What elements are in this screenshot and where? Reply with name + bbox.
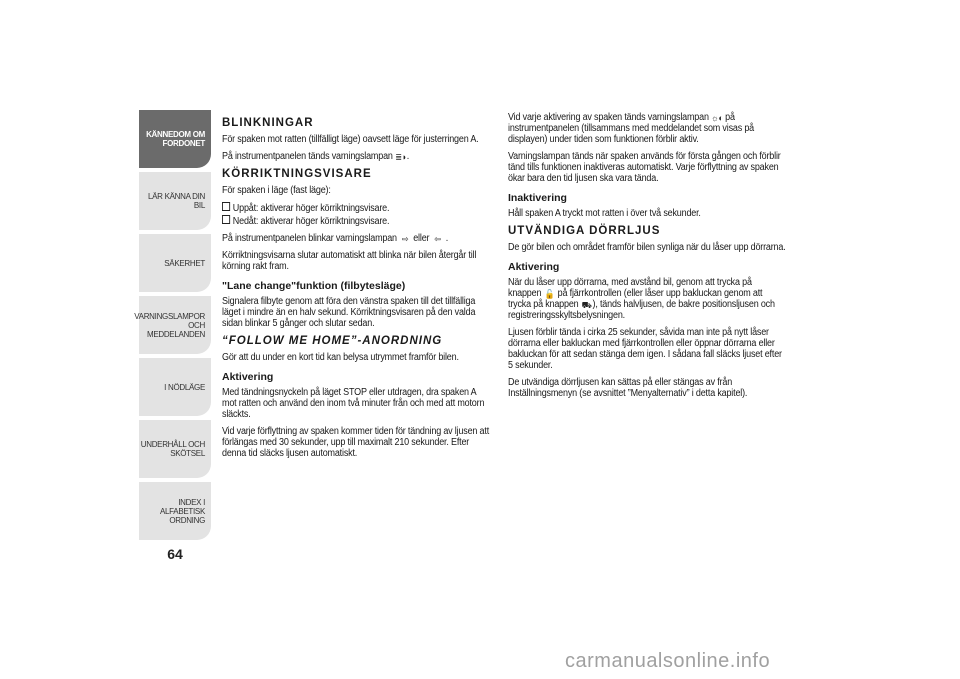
paragraph: De utvändiga dörrljusen kan sättas på eller stängas av från Inställningsmenyn (se avsnittet ”Menyalternativ” i detta kapitel).: [508, 377, 748, 399]
page-number: 64: [167, 546, 183, 562]
heading-utvandiga-dorrljus: UTVÄNDIGA DÖRRLJUS: [508, 225, 661, 237]
paragraph: Ljusen förblir tända i cirka 25 sekunder, såvida man inte på nytt låser dörrarna eller bakluckan med fjärrkontrollen eller öppnar dörrarna eller bakluckan för att sedan stänga dem igen. I sådana fall släcks ljuset efter 5 sekunder.: [508, 327, 782, 371]
chapter-sidebar: [134, 110, 211, 544]
heading-blinkningar: BLINKNINGAR: [222, 117, 314, 129]
turn-right-arrow-icon: ⇨: [401, 234, 409, 244]
paragraph: De gör bilen och området framför bilen synliga när du låser upp dörrarna.: [508, 242, 786, 253]
position-lights-icon: ☼◐: [711, 113, 724, 123]
heading-aktivering-2: Aktivering: [508, 261, 560, 273]
list-item: Nedåt: aktiverar höger körriktningsvisare.: [222, 215, 490, 227]
paragraph: Håll spaken A tryckt mot ratten i över två sekunder.: [508, 208, 701, 219]
tab-sakerhet[interactable]: SÄKERHET: [139, 234, 211, 292]
tab-underhall[interactable]: UNDERHÅLL OCH SKÖTSEL: [139, 420, 211, 478]
paragraph: Vid varje aktivering av spaken tänds varningslampan ☼◐ på instrumentpanelen (tillsammans med meddelandet som visas på displayen) under tiden som funktionen förblir aktiv.: [508, 112, 755, 145]
tab-kannedom-om-fordonet[interactable]: KÄNNEDOM OM FORDONET: [139, 110, 211, 168]
turn-left-arrow-icon: ⇦: [434, 234, 441, 244]
paragraph: För spaken mot ratten (tillfälligt läge) oavsett läge för justerringen A.: [222, 134, 479, 145]
bullet-box-icon: [222, 202, 230, 211]
paragraph: Körriktningsvisarna slutar automatiskt att blinka när bilen återgår till körning rakt fram.: [222, 250, 477, 272]
paragraph: Med tändningsnyckeln på läget STOP eller utdragen, dra spaken A mot ratten och använd den inom två minuter från och med att motorn släckts.: [222, 387, 485, 420]
bullet-box-icon: [222, 215, 230, 224]
heading-lane-change: "Lane change"funktion (filbytesläge): [222, 280, 406, 292]
paragraph: Gör att du under en kort tid kan belysa utrymmet framför bilen.: [222, 352, 459, 363]
headlight-icon: ≣◗: [395, 152, 407, 162]
heading-inaktivering: Inaktivering: [508, 192, 567, 204]
car-trunk-icon: ⛟: [581, 300, 592, 310]
paragraph: För spaken i läge (fast läge):: [222, 185, 331, 196]
unlock-icon: 🔓: [544, 289, 555, 299]
column-right: [508, 112, 786, 405]
paragraph: Signalera filbyte genom att föra den vänstra spaken till det tillfälliga läget i mindre än en halv sekund. Körriktningsvisaren på den valda sidan blinkar 5 gånger och slutar sedan.: [222, 296, 476, 329]
paragraph: På instrumentpanelen tänds varningslampan ≣◗.: [222, 151, 410, 162]
paragraph: När du låser upp dörrarna, med avstånd bil, genom att trycka på knappen 🔓 på fjärrkontrollen (eller låser upp bakluckan genom att trycka på knappen ⛟), tänds halvljusen, de bakre positionsljusen och registreringsskyltsbelysningen.: [508, 277, 775, 321]
paragraph: På instrumentpanelen blinkar varningslampan ⇨ eller ⇦ .: [222, 233, 449, 244]
paragraph: Varningslampan tänds när spaken används för första gången och förblir tänd tills funktionen inaktiveras automatiskt. Varje förflyttning av spaken ökar bara den tid ljusen ska vara tända.: [508, 151, 781, 184]
paragraph: Vid varje förflyttning av spaken kommer tiden för tändning av ljusen att förlängas med 30 sekunder, upp till maximalt 210 sekunder. Efter denna tid släcks ljusen automatiskt.: [222, 426, 490, 459]
tab-index[interactable]: INDEX I ALFABETISK ORDNING: [139, 482, 211, 540]
heading-follow-me-home: “FOLLOW ME HOME”-ANORDNING: [222, 335, 443, 347]
list-item: Uppåt: aktiverar höger körriktningsvisare.: [222, 202, 490, 214]
heading-aktivering: Aktivering: [222, 371, 274, 383]
tab-lar-kanna-din-bil[interactable]: LÄR KÄNNA DIN BIL: [139, 172, 211, 230]
column-left: [222, 112, 490, 465]
tab-i-nodlage[interactable]: I NÖDLÄGE: [139, 358, 211, 416]
watermark: carmanualsonline.info: [565, 650, 771, 672]
heading-korriktningsvisare: KÖRRIKTNINGSVISARE: [222, 168, 372, 180]
tab-varningslampor[interactable]: VARNINGSLAMPOR OCH MEDDELANDEN: [139, 296, 211, 354]
